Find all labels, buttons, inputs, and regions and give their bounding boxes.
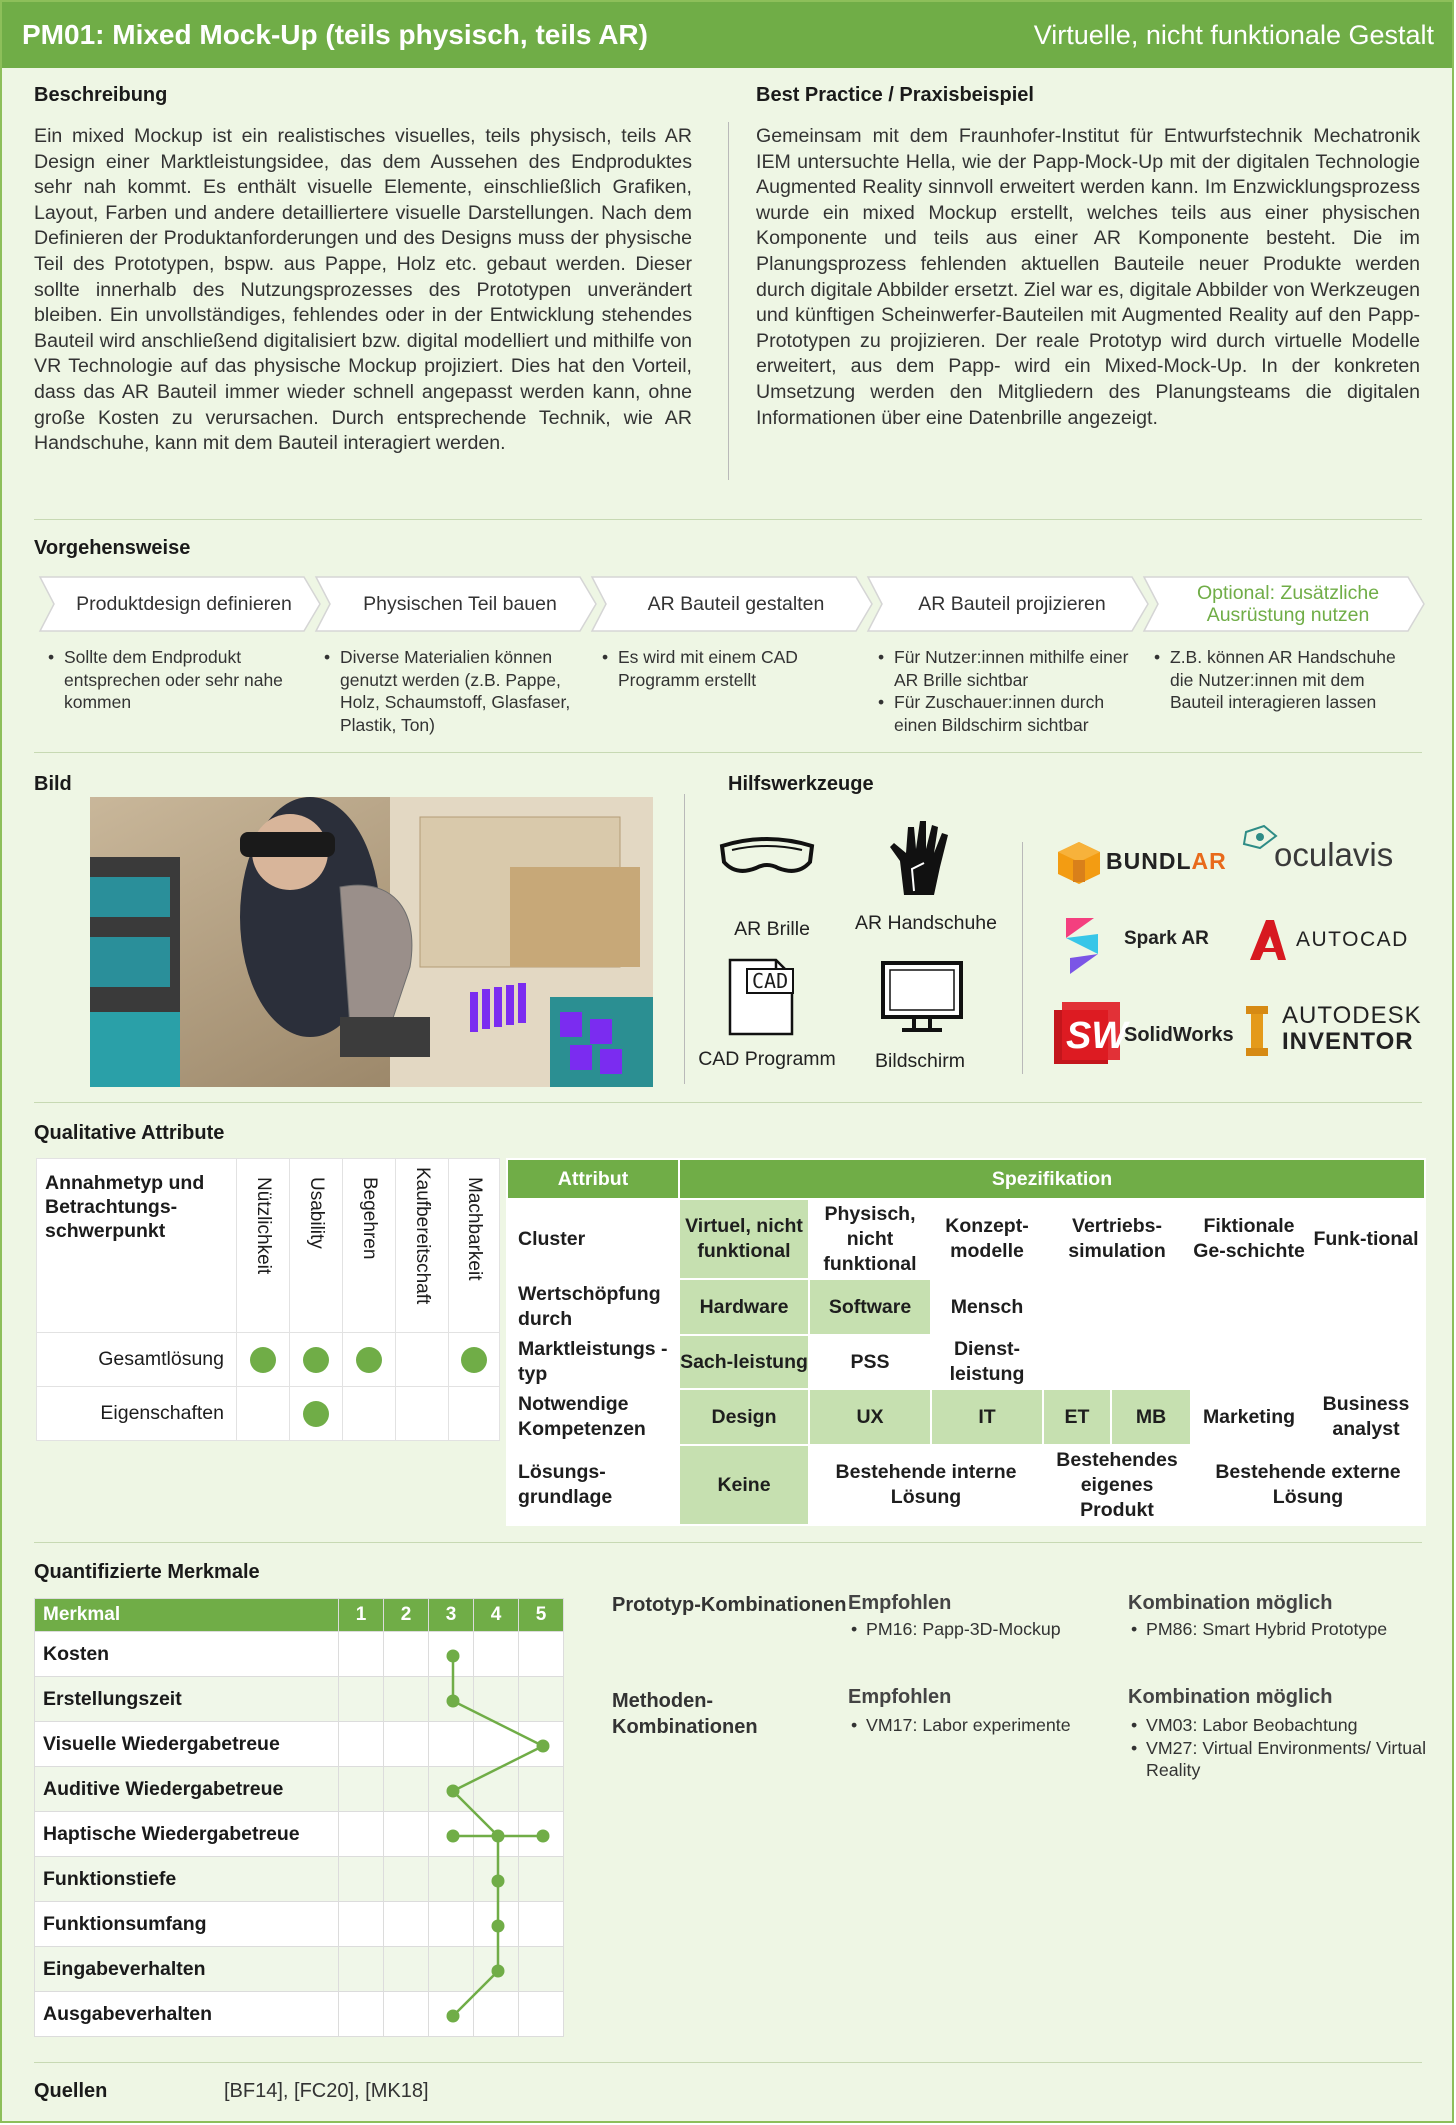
row-label: Wertschöpfung durch	[507, 1279, 679, 1335]
column-header-label: Nützlichkeit	[253, 1177, 274, 1275]
merkmal-label: Funktionsumfang	[35, 1902, 339, 1947]
process-step-4-bullets	[874, 646, 1134, 736]
spark-ar-logo-icon	[1060, 914, 1104, 981]
process-step-1-bullets	[44, 646, 284, 714]
spec-cell: Virtuel, nicht funktional	[679, 1199, 809, 1279]
spec-cell: Business analyst	[1307, 1389, 1425, 1445]
ar-glasses-icon	[718, 832, 816, 887]
prototyp-empfohlen-heading: Empfohlen	[848, 1592, 952, 1614]
column-header-label: Machbarkeit	[464, 1177, 485, 1281]
spec-cell	[1111, 1335, 1191, 1389]
merkmal-label: Haptische Wiedergabetreue	[35, 1812, 339, 1857]
process-step-3-bullets	[598, 646, 838, 691]
table-row	[35, 1677, 564, 1722]
scale-header: 2	[384, 1599, 429, 1632]
column-divider	[684, 794, 685, 1084]
methoden-empfohlen-list	[848, 1714, 1108, 1737]
process-step-label: Optional: Zusätzliche Ausrüstung nutzen	[1196, 582, 1380, 626]
table-cell	[396, 1333, 449, 1387]
rating-dot	[356, 1347, 382, 1373]
spec-cell: Sach-leistung	[679, 1335, 809, 1389]
prototyp-moeglich-list	[1128, 1618, 1428, 1641]
list-item: • Z.B. können AR Handschuhe die Nutzer:innen mit dem Bauteil interagieren lassen	[1150, 646, 1420, 714]
table-row	[37, 1333, 500, 1387]
logo-text-part: AR	[1191, 848, 1227, 874]
row-label: Gesamtlösung	[37, 1333, 237, 1387]
spezifikation-table	[506, 1158, 1426, 1526]
rating-dot	[250, 1347, 276, 1373]
row-label: Marktleistungs -typ	[507, 1335, 679, 1389]
table-cell	[290, 1333, 343, 1387]
methoden-empfohlen-heading: Empfohlen	[848, 1686, 952, 1708]
spec-cell: Vertriebs-simulation	[1043, 1199, 1191, 1279]
table-row	[507, 1335, 1425, 1389]
table-row	[35, 1902, 564, 1947]
merkmal-label: Kosten	[35, 1632, 339, 1677]
table-row	[35, 1992, 564, 2037]
spec-cell: UX	[809, 1389, 931, 1445]
spec-cell	[1191, 1279, 1307, 1335]
spec-cell: MB	[1111, 1389, 1191, 1445]
oculavis-logo: oculavis	[1274, 836, 1394, 873]
best-practice-text: Gemeinsam mit dem Fraunhofer-Institut für Entwurfstechnik Mechatronik IEM untersuchte Hella, wie der Papp-Mock-Up mit der digitalen Technologie Augmented Reality sinnvoll erweitert werden kann. Im Enzwicklungsprozess wurde ein mixed Mockup erstellt, welches teils aus einer physischen Komponente und teils aus einer AR Komponente besteht. Die im Planungsprozess fehlenden aktuellen Bauteile neuer Produkte werden durch digitale Abbilder ersetzt. Ziel war es, digitale Abbilder von Werkzeugen und künftigen Scheinwerfer-Bauteilen mit Augmented Reality auf den Papp-Prototypen zu projizieren. Der reale Prototyp wird durch virtuelle Modelle erweitert, aus dem Papp- wird ein Mixed-Mock-Up. In der konkreten Umsetzung werden den Mitgliedern des Planungsteams die digitalen Informationen über eine Datenbrille angezeigt.	[756, 125, 1421, 429]
spec-cell: Funk-tional	[1307, 1199, 1425, 1279]
table-row	[35, 1722, 564, 1767]
spec-cell: Bestehende interne Lösung	[809, 1445, 1043, 1525]
table-cell	[449, 1387, 500, 1441]
table-row	[35, 1632, 564, 1677]
spec-cell: Design	[679, 1389, 809, 1445]
table-cell	[343, 1387, 396, 1441]
list-item: • PM16: Papp-3D-Mockup	[848, 1618, 1108, 1641]
spec-cell: Fiktionale Ge-schichte	[1191, 1199, 1307, 1279]
spec-cell	[1307, 1335, 1425, 1389]
table-row	[507, 1389, 1425, 1445]
divider	[34, 519, 1422, 520]
column-header-label: Usability	[306, 1177, 327, 1249]
list-item: • Für Zuschauer:innen durch einen Bildschirm sichtbar	[874, 691, 1134, 736]
spec-cell	[1307, 1279, 1425, 1335]
spec-cell: Bestehende externe Lösung	[1191, 1445, 1425, 1525]
qualitative-table	[36, 1158, 500, 1441]
inventor-logo: INVENTOR	[1282, 1028, 1414, 1055]
list-item: • VM17: Labor experimente	[848, 1714, 1108, 1737]
merkmal-label: Funktionstiefe	[35, 1857, 339, 1902]
autocad-logo: AUTOCAD	[1296, 928, 1409, 951]
spark-ar-logo: Spark AR	[1124, 928, 1209, 949]
list-item: • Sollte dem Endprodukt entsprechen oder sehr nahe kommen	[44, 646, 284, 714]
beschreibung-heading: Beschreibung	[34, 84, 168, 106]
process-step-2-bullets	[320, 646, 596, 736]
bundlar-logo	[1106, 848, 1227, 875]
attribut-header: Attribut	[507, 1159, 679, 1199]
spec-cell: Mensch	[931, 1279, 1043, 1335]
prototyp-kombinationen-label: Prototyp-Kombinationen	[612, 1594, 847, 1616]
spec-cell	[1043, 1335, 1111, 1389]
process-step-1	[40, 577, 320, 631]
divider	[34, 1102, 1422, 1103]
divider	[34, 1542, 1422, 1543]
table-row	[507, 1445, 1425, 1525]
methoden-moeglich-heading: Kombination möglich	[1128, 1686, 1333, 1708]
process-step-4	[868, 577, 1148, 631]
table-cell	[396, 1387, 449, 1441]
column-header	[290, 1159, 343, 1333]
qualitative-heading: Qualitative Attribute	[34, 1122, 225, 1144]
table-row	[35, 1857, 564, 1902]
table-cell	[290, 1387, 343, 1441]
autodesk-logo: AUTODESK	[1282, 1002, 1422, 1029]
spec-cell: IT	[931, 1389, 1043, 1445]
svg-text:SW: SW	[1066, 1015, 1128, 1057]
qualitative-corner: Annahmetyp und Betrachtungs-schwerpunkt	[37, 1159, 237, 1333]
spec-cell: Hardware	[679, 1279, 809, 1335]
process-step-label: Physischen Teil bauen	[363, 593, 557, 615]
merkmal-label: Visuelle Wiedergabetreue	[35, 1722, 339, 1767]
column-divider	[1022, 842, 1023, 1074]
merkmal-label: Eingabeverhalten	[35, 1947, 339, 1992]
spec-cell	[1191, 1335, 1307, 1389]
divider	[34, 2062, 1422, 2063]
autocad-logo-icon	[1248, 918, 1288, 967]
column-header	[237, 1159, 290, 1333]
table-cell	[237, 1333, 290, 1387]
merkmal-header: Merkmal	[35, 1599, 339, 1632]
prototyp-moeglich-heading: Kombination möglich	[1128, 1592, 1333, 1614]
vorgehensweise-heading: Vorgehensweise	[34, 537, 191, 559]
list-item: • PM86: Smart Hybrid Prototype	[1128, 1618, 1428, 1641]
spec-cell: Dienst-leistung	[931, 1335, 1043, 1389]
column-header	[396, 1159, 449, 1333]
table-cell	[343, 1333, 396, 1387]
merkmal-label: Ausgabeverhalten	[35, 1992, 339, 2037]
column-divider	[728, 122, 729, 480]
rating-dot	[461, 1347, 487, 1373]
row-label: Eigenschaften	[37, 1387, 237, 1441]
prototyp-empfohlen-list	[848, 1618, 1108, 1641]
column-header	[343, 1159, 396, 1333]
spec-cell: PSS	[809, 1335, 931, 1389]
monitor-icon	[880, 960, 964, 1039]
process-step-2	[316, 577, 596, 631]
bundlar-logo-icon	[1056, 840, 1102, 891]
tool-label: Bildschirm	[875, 1050, 965, 1072]
tool-label: AR Brille	[734, 918, 810, 940]
cad-file-icon	[726, 952, 796, 1036]
solidworks-logo: SolidWorks	[1124, 1024, 1234, 1046]
table-row	[507, 1279, 1425, 1335]
logo-text-part: BUNDL	[1106, 848, 1192, 874]
table-cell	[237, 1387, 290, 1441]
spec-cell: Bestehendes eigenes Produkt	[1043, 1445, 1191, 1525]
methoden-moeglich-list	[1128, 1714, 1428, 1782]
scale-header: 5	[519, 1599, 564, 1632]
table-row	[37, 1387, 500, 1441]
spec-cell	[1111, 1279, 1191, 1335]
oculavis-logo-icon	[1242, 824, 1278, 859]
list-item: • VM27: Virtual Environments/ Virtual Reality	[1128, 1737, 1428, 1782]
row-label: Lösungs-grundlage	[507, 1445, 679, 1525]
process-step-3	[592, 577, 872, 631]
merkmal-table	[34, 1598, 564, 2037]
header-bar	[2, 2, 1452, 68]
page-subtitle: Virtuelle, nicht funktionale Gestalt	[1033, 19, 1434, 50]
row-label: Cluster	[507, 1199, 679, 1279]
spec-cell	[1043, 1279, 1111, 1335]
page-title: PM01: Mixed Mock-Up (teils physisch, teils AR)	[22, 19, 648, 50]
spec-cell: Konzept-modelle	[931, 1199, 1043, 1279]
spec-cell: Keine	[679, 1445, 809, 1525]
spec-cell: Marketing	[1191, 1389, 1307, 1445]
process-step-5	[1144, 577, 1424, 631]
spec-cell: ET	[1043, 1389, 1111, 1445]
rating-dot	[303, 1401, 329, 1427]
hilfswerkzeuge-heading: Hilfswerkzeuge	[728, 773, 874, 795]
table-cell	[449, 1333, 500, 1387]
list-item: • VM03: Labor Beobachtung	[1128, 1714, 1428, 1737]
process-step-label: AR Bauteil projizieren	[918, 593, 1106, 615]
spec-cell: Software	[809, 1279, 931, 1335]
methoden-kombinationen-label: Methoden-Kombinationen	[612, 1690, 758, 1738]
list-item: • Für Nutzer:innen mithilfe einer AR Brille sichtbar	[874, 646, 1134, 691]
process-step-5-bullets	[1150, 646, 1420, 714]
inventor-logo-icon	[1242, 1004, 1272, 1063]
list-item: • Es wird mit einem CAD Programm erstellt	[598, 646, 838, 691]
best-practice-heading: Best Practice / Praxisbeispiel	[756, 84, 1034, 106]
quantifiziert-heading: Quantifizierte Merkmale	[34, 1561, 260, 1583]
column-header-label: Begehren	[359, 1177, 380, 1260]
process-step-label: AR Bauteil gestalten	[647, 593, 825, 615]
list-item: • Diverse Materialien können genutzt werden (z.B. Pappe, Holz, Schaumstoff, Glasfaser, Plastik, Ton)	[320, 646, 596, 736]
table-row	[507, 1199, 1425, 1279]
tool-label: AR Handschuhe	[854, 912, 997, 934]
row-label: Notwendige Kompetenzen	[507, 1389, 679, 1445]
column-header	[449, 1159, 500, 1333]
tool-label: CAD Programm	[698, 1048, 836, 1070]
rating-dot	[303, 1347, 329, 1373]
ar-gloves-icon	[884, 817, 958, 902]
quellen-text: [BF14], [FC20], [MK18]	[224, 2080, 429, 2102]
scale-header: 1	[339, 1599, 384, 1632]
quellen-label: Quellen	[34, 2080, 108, 2102]
spezifikation-header: Spezifikation	[679, 1159, 1425, 1199]
column-header-label: Kaufbereitschaft	[412, 1167, 433, 1305]
ar-photo	[90, 797, 653, 1087]
table-row	[35, 1812, 564, 1857]
table-row	[35, 1767, 564, 1812]
merkmal-label: Erstellungszeit	[35, 1677, 339, 1722]
beschreibung-text: Ein mixed Mockup ist ein realistisches visuelles, teils physisch, teils AR Design einer Marktleistungsidee, das dem Aussehen des Endproduktes sehr nah kommt. Es enthält visuelle Elemente, einschließlich Grafiken, Layout, Farben und andere detailliertere visuelle Darstellungen. Nach dem Definieren der Produktanforderungen und des Designs muss der physische Teil des Prototypen, bspw. aus Pappe, Holz etc. gebaut werden. Dieser sollte innerhalb des Nutzungsprozesses des Prototypen unverändert bleiben. Ein unvollständiges, fehlendes oder in der Entwicklung stehendes Bauteil wird anschließend digitalisiert bzw. digital modelliert und mithilfe von VR Technologie auf das physische Mockup projiziert. Dies hat den Vorteil, dass das AR Bauteil immer wieder schnell angepasst werden kann, ohne große Kosten zu verursachen. Durch entsprechende Technik, wie AR Handschuhe, kann mit dem Bauteil interagiert werden.	[34, 125, 692, 455]
cad-icon-text: CAD	[746, 968, 794, 994]
merkmal-label: Auditive Wiedergabetreue	[35, 1767, 339, 1812]
solidworks-logo-icon	[1054, 1002, 1128, 1073]
process-step-label: Produktdesign definieren	[76, 593, 292, 615]
scale-header: 3	[429, 1599, 474, 1632]
bild-heading: Bild	[34, 773, 72, 795]
scale-header: 4	[474, 1599, 519, 1632]
table-row	[35, 1947, 564, 1992]
divider	[34, 752, 1422, 753]
spec-cell: Physisch, nicht funktional	[809, 1199, 931, 1279]
